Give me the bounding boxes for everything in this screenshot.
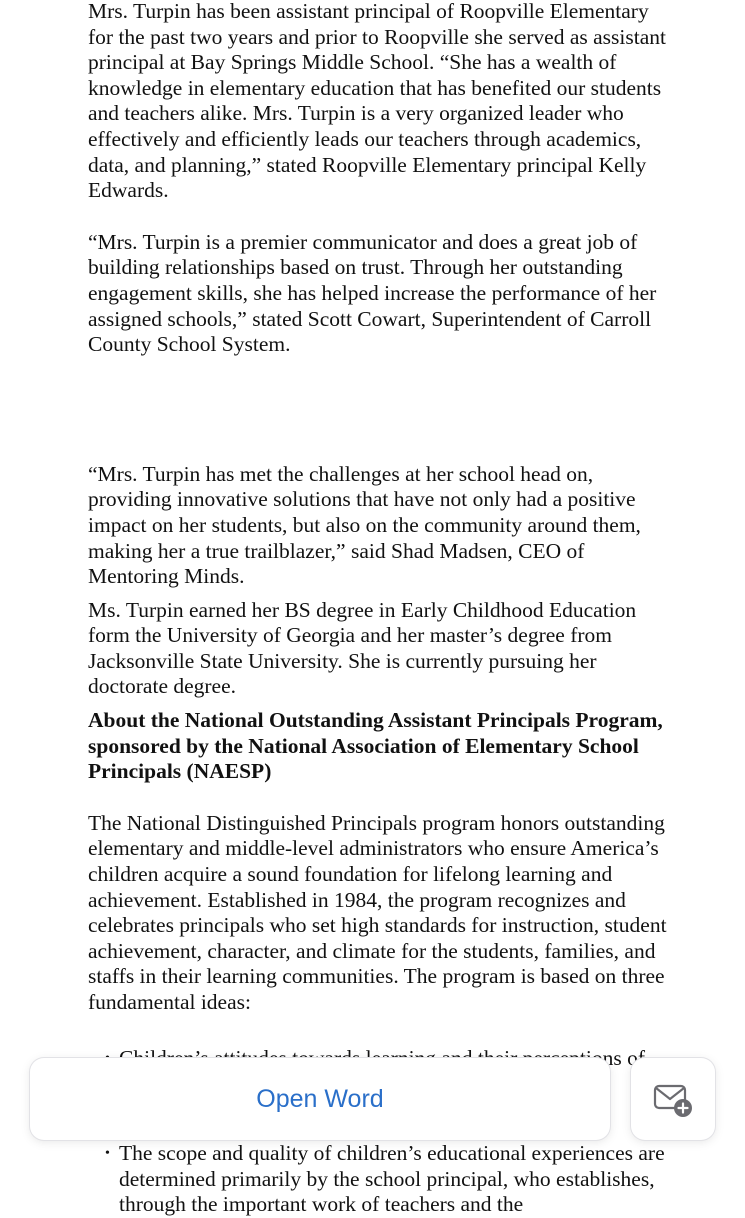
paragraph-program: The National Distinguished Principals program honors outstanding elementary and middle-level administrators who ensure America’s children acquire a sound foundation for lifelong learning and achievement. Established in 1984, the program recognizes and celebrates principals who set high standards for instruction, student achievement, character, and climate for the students, families, and staffs in their learning communities. The program is based on three fundamental ideas: xyxy=(88,810,667,1014)
paragraph-assistant-principal: Mrs. Turpin has been assistant principal of Roopville Elementary for the past two years and prior to Roopville she served as assistant principal at Bay Springs Middle School. “She has a wealth of knowledge in elementary education that has benefited our students and teachers alike. Mrs. Turpin is a very organized leader who effectively and efficiently leads our teachers through academics, data, and planning,” stated Roopville Elementary principal Kelly Edwards. xyxy=(88,0,666,203)
mail-add-icon xyxy=(653,1079,693,1119)
list-item-text: The scope and quality of children’s educational experiences are determined primarily by the school principal, who establishes, through the important work of teachers and the xyxy=(119,1141,665,1217)
bullet-marker: • xyxy=(105,1146,110,1162)
paragraph-superintendent-quote: “Mrs. Turpin is a premier communicator and does a great job of building relationships based on trust. Through her outstanding engagement skills, she has helped increase the performance of her assigned schools,” stated Scott Cowart, Superintendent of Carroll County School System. xyxy=(88,229,657,357)
open-word-button[interactable] xyxy=(30,1058,610,1140)
paragraph-education: Ms. Turpin earned her BS degree in Early Childhood Education form the University of Georgia and her master’s degree from Jacksonville State University. She is currently pursuing her doctorate degree. xyxy=(88,597,637,699)
list-item xyxy=(87,1141,677,1218)
section-heading: About the National Outstanding Assistant Principals Program, sponsored by the National Association of Elementary School Principals (NAESP) xyxy=(88,708,663,784)
document-body xyxy=(88,0,678,1218)
list-item-text: of xyxy=(627,1045,646,1070)
paragraph-ceo-quote: “Mrs. Turpin has met the challenges at her school head on, providing innovative solutions that have not only had a positive impact on her students, but also on the community around them, making her a true trailblazer,” said Shad Madsen, CEO of Mentoring Minds. xyxy=(88,461,641,589)
share-mail-button[interactable] xyxy=(631,1058,715,1140)
open-word-label: Open Word xyxy=(256,1084,384,1113)
